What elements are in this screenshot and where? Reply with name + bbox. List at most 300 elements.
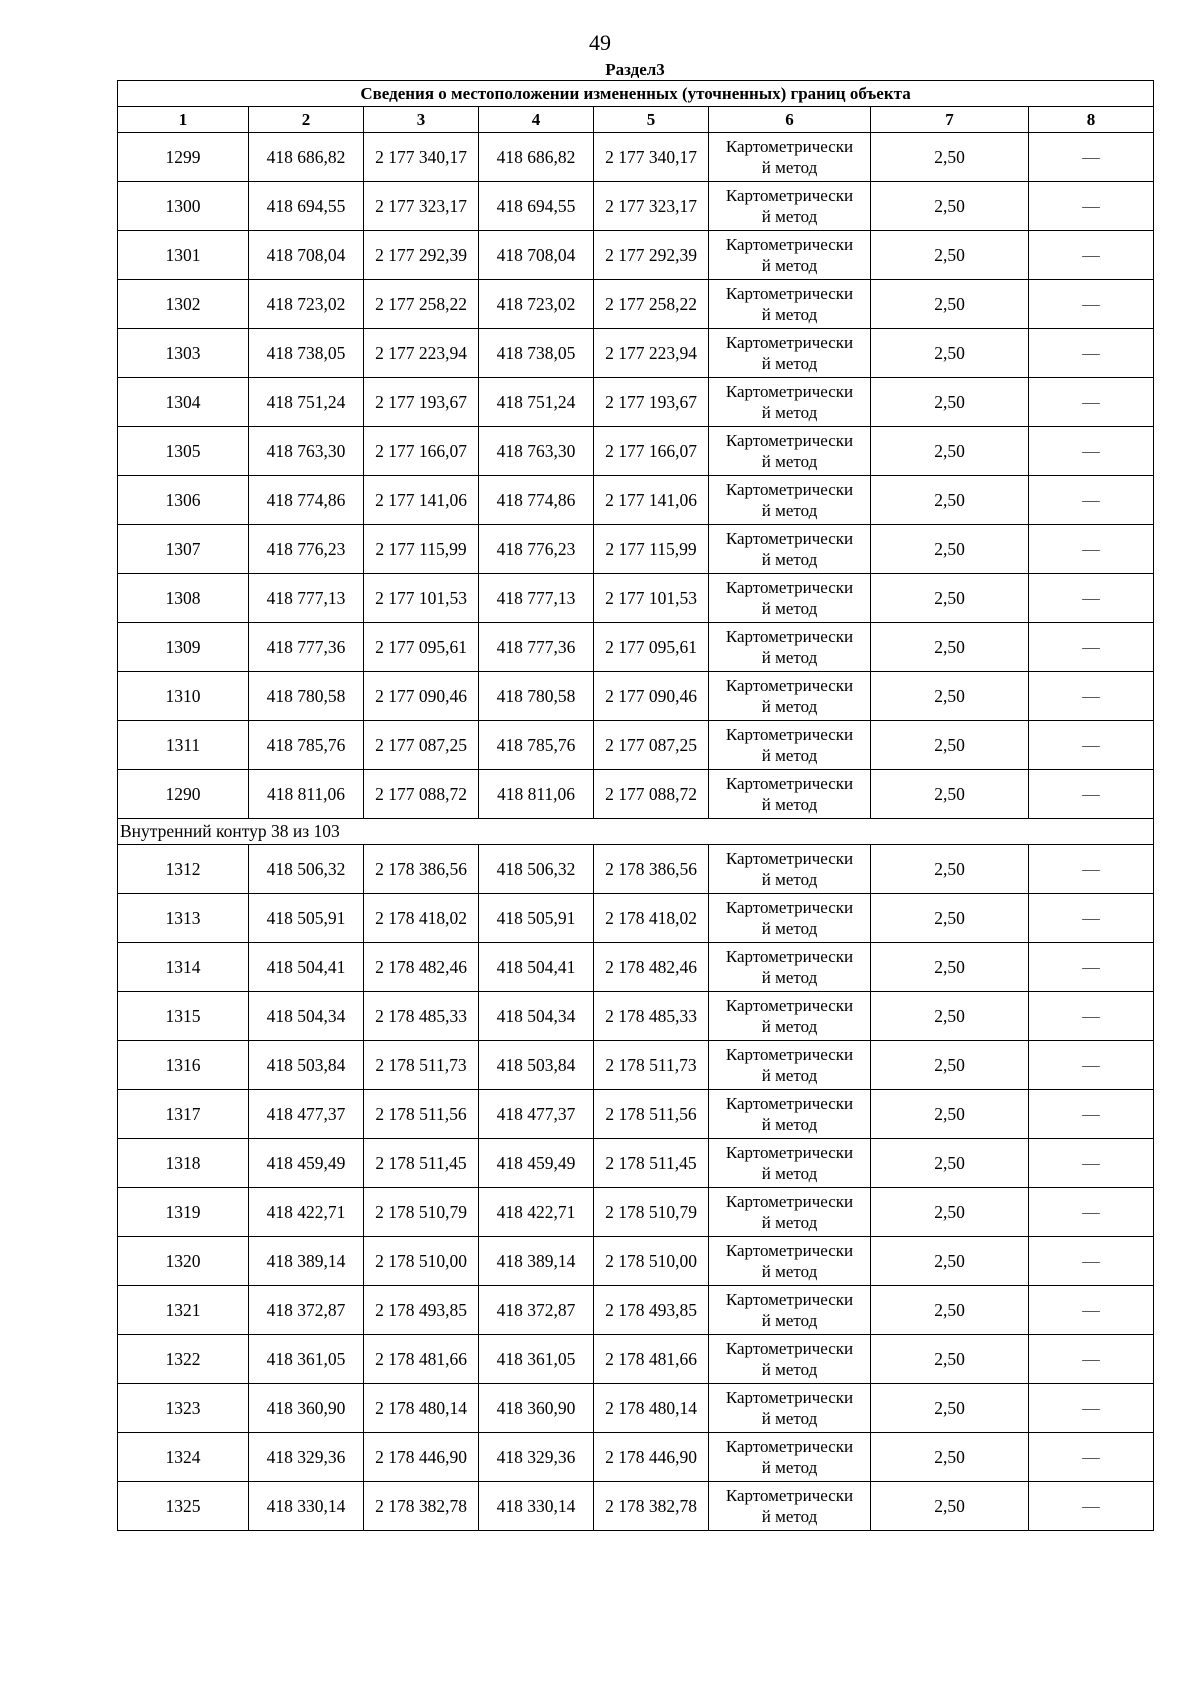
- y-refined-cell: 2 177 292,39: [594, 231, 709, 280]
- table-row: [118, 770, 1154, 819]
- x-existing-cell: 418 506,32: [249, 845, 364, 894]
- description-cell: —: [1029, 329, 1154, 378]
- y-refined-cell: 2 178 510,00: [594, 1237, 709, 1286]
- method-text-line1: Картометрически: [725, 849, 854, 868]
- point-number-cell: 1308: [118, 574, 249, 623]
- table-row: [118, 329, 1154, 378]
- y-refined-cell: 2 177 193,67: [594, 378, 709, 427]
- y-existing-cell: 2 177 223,94: [364, 329, 479, 378]
- point-number-cell: 1319: [118, 1188, 249, 1237]
- point-number-cell: 1305: [118, 427, 249, 476]
- method-text-line2: й метод: [761, 1164, 818, 1183]
- method-text-line2: й метод: [761, 305, 818, 324]
- method-text-line1: Картометрически: [725, 1192, 854, 1211]
- table-row: [118, 476, 1154, 525]
- y-existing-cell: 2 178 446,90: [364, 1433, 479, 1482]
- method-text-line2: й метод: [761, 1458, 818, 1477]
- y-refined-cell: 2 177 095,61: [594, 623, 709, 672]
- method-text-line1: Картометрически: [725, 578, 854, 597]
- method-cell: [709, 1335, 871, 1384]
- x-refined-cell: 418 785,76: [479, 721, 594, 770]
- accuracy-cell: 2,50: [871, 1384, 1029, 1433]
- method-cell: [709, 845, 871, 894]
- y-existing-cell: 2 178 511,56: [364, 1090, 479, 1139]
- table-row: [118, 1237, 1154, 1286]
- x-refined-cell: 418 504,34: [479, 992, 594, 1041]
- method-cell: [709, 329, 871, 378]
- table-row: [118, 574, 1154, 623]
- method-cell: [709, 770, 871, 819]
- x-existing-cell: 418 504,41: [249, 943, 364, 992]
- column-number: 5: [594, 107, 709, 133]
- y-existing-cell: 2 178 481,66: [364, 1335, 479, 1384]
- method-text-line1: Картометрически: [725, 774, 854, 793]
- y-existing-cell: 2 177 166,07: [364, 427, 479, 476]
- column-number: 4: [479, 107, 594, 133]
- y-refined-cell: 2 177 087,25: [594, 721, 709, 770]
- table-row: [118, 1188, 1154, 1237]
- x-existing-cell: 418 763,30: [249, 427, 364, 476]
- method-text-line1: Картометрически: [725, 186, 854, 205]
- method-text-line2: й метод: [761, 795, 818, 814]
- description-cell: —: [1029, 845, 1154, 894]
- x-refined-cell: 418 506,32: [479, 845, 594, 894]
- description-cell: —: [1029, 1237, 1154, 1286]
- y-existing-cell: 2 177 095,61: [364, 623, 479, 672]
- table-row: [118, 1041, 1154, 1090]
- accuracy-cell: 2,50: [871, 1090, 1029, 1139]
- method-text-line2: й метод: [761, 1262, 818, 1281]
- point-number-cell: 1303: [118, 329, 249, 378]
- method-text-line1: Картометрически: [725, 284, 854, 303]
- y-refined-cell: 2 178 382,78: [594, 1482, 709, 1531]
- method-cell: [709, 231, 871, 280]
- x-refined-cell: 418 505,91: [479, 894, 594, 943]
- x-existing-cell: 418 360,90: [249, 1384, 364, 1433]
- method-text-line2: й метод: [761, 870, 818, 889]
- y-existing-cell: 2 178 511,73: [364, 1041, 479, 1090]
- method-cell: [709, 1384, 871, 1433]
- y-existing-cell: 2 178 485,33: [364, 992, 479, 1041]
- method-cell: [709, 1286, 871, 1335]
- y-existing-cell: 2 178 418,02: [364, 894, 479, 943]
- x-refined-cell: 418 389,14: [479, 1237, 594, 1286]
- description-cell: —: [1029, 894, 1154, 943]
- y-existing-cell: 2 177 323,17: [364, 182, 479, 231]
- description-cell: —: [1029, 427, 1154, 476]
- point-number-cell: 1302: [118, 280, 249, 329]
- method-text-line1: Картометрически: [725, 480, 854, 499]
- accuracy-cell: 2,50: [871, 1335, 1029, 1384]
- x-existing-cell: 418 708,04: [249, 231, 364, 280]
- y-refined-cell: 2 177 340,17: [594, 133, 709, 182]
- method-cell: [709, 1237, 871, 1286]
- method-cell: [709, 378, 871, 427]
- y-refined-cell: 2 177 258,22: [594, 280, 709, 329]
- point-number-cell: 1306: [118, 476, 249, 525]
- method-text-line2: й метод: [761, 746, 818, 765]
- point-number-cell: 1304: [118, 378, 249, 427]
- accuracy-cell: 2,50: [871, 845, 1029, 894]
- accuracy-cell: 2,50: [871, 1139, 1029, 1188]
- column-number: 2: [249, 107, 364, 133]
- table-row: [118, 894, 1154, 943]
- table-row: [118, 1286, 1154, 1335]
- table-row: [118, 1139, 1154, 1188]
- point-number-cell: 1314: [118, 943, 249, 992]
- table-row: [118, 1433, 1154, 1482]
- x-existing-cell: 418 389,14: [249, 1237, 364, 1286]
- method-text-line1: Картометрически: [725, 1339, 854, 1358]
- y-refined-cell: 2 178 511,73: [594, 1041, 709, 1090]
- y-refined-cell: 2 177 223,94: [594, 329, 709, 378]
- point-number-cell: 1321: [118, 1286, 249, 1335]
- column-number-row: [118, 107, 1154, 133]
- accuracy-cell: 2,50: [871, 231, 1029, 280]
- method-cell: [709, 894, 871, 943]
- table-row: [118, 1090, 1154, 1139]
- table-row: [118, 1384, 1154, 1433]
- column-number: 8: [1029, 107, 1154, 133]
- y-existing-cell: 2 178 386,56: [364, 845, 479, 894]
- description-cell: —: [1029, 1384, 1154, 1433]
- y-refined-cell: 2 177 101,53: [594, 574, 709, 623]
- x-existing-cell: 418 777,36: [249, 623, 364, 672]
- y-refined-cell: 2 178 511,45: [594, 1139, 709, 1188]
- method-text-line2: й метод: [761, 919, 818, 938]
- y-refined-cell: 2 178 510,79: [594, 1188, 709, 1237]
- accuracy-cell: 2,50: [871, 672, 1029, 721]
- x-refined-cell: 418 459,49: [479, 1139, 594, 1188]
- table-caption: Сведения о местоположении измененных (уточненных) границ объекта: [118, 81, 1154, 107]
- method-text-line1: Картометрически: [725, 1241, 854, 1260]
- y-existing-cell: 2 177 193,67: [364, 378, 479, 427]
- description-cell: —: [1029, 943, 1154, 992]
- table-body: [118, 81, 1154, 1531]
- column-number: 1: [118, 107, 249, 133]
- description-cell: —: [1029, 378, 1154, 427]
- point-number-cell: 1310: [118, 672, 249, 721]
- method-text-line1: Картометрически: [725, 1094, 854, 1113]
- x-existing-cell: 418 503,84: [249, 1041, 364, 1090]
- accuracy-cell: 2,50: [871, 1433, 1029, 1482]
- point-number-cell: 1318: [118, 1139, 249, 1188]
- method-cell: [709, 1139, 871, 1188]
- x-refined-cell: 418 777,13: [479, 574, 594, 623]
- accuracy-cell: 2,50: [871, 378, 1029, 427]
- method-cell: [709, 1482, 871, 1531]
- accuracy-cell: 2,50: [871, 182, 1029, 231]
- method-text-line1: Картометрически: [725, 1437, 854, 1456]
- method-text-line2: й метод: [761, 501, 818, 520]
- coordinates-table: [117, 80, 1154, 1531]
- y-existing-cell: 2 177 090,46: [364, 672, 479, 721]
- y-existing-cell: 2 178 510,00: [364, 1237, 479, 1286]
- y-refined-cell: 2 177 115,99: [594, 525, 709, 574]
- x-existing-cell: 418 505,91: [249, 894, 364, 943]
- x-existing-cell: 418 738,05: [249, 329, 364, 378]
- x-refined-cell: 418 777,36: [479, 623, 594, 672]
- point-number-cell: 1325: [118, 1482, 249, 1531]
- point-number-cell: 1307: [118, 525, 249, 574]
- table-row: [118, 992, 1154, 1041]
- accuracy-cell: 2,50: [871, 623, 1029, 672]
- method-text-line1: Картометрически: [725, 676, 854, 695]
- x-existing-cell: 418 329,36: [249, 1433, 364, 1482]
- point-number-cell: 1311: [118, 721, 249, 770]
- x-refined-cell: 418 708,04: [479, 231, 594, 280]
- description-cell: —: [1029, 231, 1154, 280]
- y-existing-cell: 2 177 340,17: [364, 133, 479, 182]
- method-text-line1: Картометрически: [725, 725, 854, 744]
- table-row: [118, 1335, 1154, 1384]
- description-cell: —: [1029, 992, 1154, 1041]
- method-cell: [709, 1090, 871, 1139]
- method-text-line1: Картометрически: [725, 1143, 854, 1162]
- method-text-line2: й метод: [761, 1017, 818, 1036]
- x-refined-cell: 418 422,71: [479, 1188, 594, 1237]
- method-cell: [709, 476, 871, 525]
- y-refined-cell: 2 178 482,46: [594, 943, 709, 992]
- method-text-line1: Картометрически: [725, 1045, 854, 1064]
- method-text-line1: Картометрически: [725, 529, 854, 548]
- method-cell: [709, 525, 871, 574]
- accuracy-cell: 2,50: [871, 1188, 1029, 1237]
- y-refined-cell: 2 177 090,46: [594, 672, 709, 721]
- y-refined-cell: 2 177 141,06: [594, 476, 709, 525]
- method-cell: [709, 574, 871, 623]
- method-cell: [709, 1433, 871, 1482]
- y-refined-cell: 2 178 386,56: [594, 845, 709, 894]
- method-cell: [709, 623, 871, 672]
- method-text-line2: й метод: [761, 1409, 818, 1428]
- method-cell: [709, 1188, 871, 1237]
- accuracy-cell: 2,50: [871, 525, 1029, 574]
- method-text-line2: й метод: [761, 1360, 818, 1379]
- x-refined-cell: 418 723,02: [479, 280, 594, 329]
- method-cell: [709, 943, 871, 992]
- y-refined-cell: 2 178 485,33: [594, 992, 709, 1041]
- x-existing-cell: 418 777,13: [249, 574, 364, 623]
- point-number-cell: 1300: [118, 182, 249, 231]
- accuracy-cell: 2,50: [871, 1237, 1029, 1286]
- y-existing-cell: 2 177 088,72: [364, 770, 479, 819]
- method-text-line1: Картометрически: [725, 1388, 854, 1407]
- method-text-line2: й метод: [761, 599, 818, 618]
- y-existing-cell: 2 177 258,22: [364, 280, 479, 329]
- method-text-line1: Картометрически: [725, 1290, 854, 1309]
- x-refined-cell: 418 360,90: [479, 1384, 594, 1433]
- x-refined-cell: 418 763,30: [479, 427, 594, 476]
- method-text-line2: й метод: [761, 550, 818, 569]
- y-refined-cell: 2 177 323,17: [594, 182, 709, 231]
- x-refined-cell: 418 751,24: [479, 378, 594, 427]
- method-text-line2: й метод: [761, 256, 818, 275]
- x-refined-cell: 418 738,05: [479, 329, 594, 378]
- x-existing-cell: 418 774,86: [249, 476, 364, 525]
- y-existing-cell: 2 178 510,79: [364, 1188, 479, 1237]
- description-cell: —: [1029, 280, 1154, 329]
- method-cell: [709, 427, 871, 476]
- x-refined-cell: 418 694,55: [479, 182, 594, 231]
- accuracy-cell: 2,50: [871, 721, 1029, 770]
- page-number: 49: [589, 30, 611, 55]
- table-row: [118, 623, 1154, 672]
- description-cell: —: [1029, 623, 1154, 672]
- description-cell: —: [1029, 770, 1154, 819]
- point-number-cell: 1313: [118, 894, 249, 943]
- y-existing-cell: 2 177 101,53: [364, 574, 479, 623]
- table-row: [118, 943, 1154, 992]
- accuracy-cell: 2,50: [871, 574, 1029, 623]
- method-text-line1: Картометрически: [725, 898, 854, 917]
- method-cell: [709, 280, 871, 329]
- method-text-line2: й метод: [761, 1115, 818, 1134]
- table-row: [118, 133, 1154, 182]
- description-cell: —: [1029, 525, 1154, 574]
- method-text-line2: й метод: [761, 648, 818, 667]
- accuracy-cell: 2,50: [871, 1286, 1029, 1335]
- point-number-cell: 1309: [118, 623, 249, 672]
- table-row: [118, 721, 1154, 770]
- x-existing-cell: 418 686,82: [249, 133, 364, 182]
- description-cell: —: [1029, 182, 1154, 231]
- description-cell: —: [1029, 574, 1154, 623]
- accuracy-cell: 2,50: [871, 1482, 1029, 1531]
- point-number-cell: 1301: [118, 231, 249, 280]
- x-refined-cell: 418 504,41: [479, 943, 594, 992]
- x-existing-cell: 418 776,23: [249, 525, 364, 574]
- description-cell: —: [1029, 1139, 1154, 1188]
- description-cell: —: [1029, 1335, 1154, 1384]
- method-text-line2: й метод: [761, 697, 818, 716]
- y-refined-cell: 2 178 493,85: [594, 1286, 709, 1335]
- x-existing-cell: 418 785,76: [249, 721, 364, 770]
- method-text-line2: й метод: [761, 207, 818, 226]
- accuracy-cell: 2,50: [871, 770, 1029, 819]
- x-refined-cell: 418 477,37: [479, 1090, 594, 1139]
- y-refined-cell: 2 177 166,07: [594, 427, 709, 476]
- y-existing-cell: 2 178 482,46: [364, 943, 479, 992]
- accuracy-cell: 2,50: [871, 894, 1029, 943]
- method-text-line1: Картометрически: [725, 137, 854, 156]
- x-existing-cell: 418 361,05: [249, 1335, 364, 1384]
- x-existing-cell: 418 723,02: [249, 280, 364, 329]
- table-row: [118, 525, 1154, 574]
- point-number-cell: 1323: [118, 1384, 249, 1433]
- x-existing-cell: 418 459,49: [249, 1139, 364, 1188]
- y-existing-cell: 2 177 087,25: [364, 721, 479, 770]
- table-row: [118, 280, 1154, 329]
- method-text-line2: й метод: [761, 1066, 818, 1085]
- y-existing-cell: 2 178 493,85: [364, 1286, 479, 1335]
- y-refined-cell: 2 178 446,90: [594, 1433, 709, 1482]
- y-existing-cell: 2 178 382,78: [364, 1482, 479, 1531]
- method-text-line2: й метод: [761, 158, 818, 177]
- method-text-line1: Картометрически: [725, 627, 854, 646]
- method-text-line1: Картометрически: [725, 382, 854, 401]
- table-row: [118, 378, 1154, 427]
- method-text-line2: й метод: [761, 403, 818, 422]
- method-text-line1: Картометрически: [725, 1486, 854, 1505]
- y-existing-cell: 2 178 511,45: [364, 1139, 479, 1188]
- method-cell: [709, 721, 871, 770]
- accuracy-cell: 2,50: [871, 427, 1029, 476]
- point-number-cell: 1290: [118, 770, 249, 819]
- description-cell: —: [1029, 133, 1154, 182]
- method-text-line2: й метод: [761, 1213, 818, 1232]
- table-row: [118, 231, 1154, 280]
- y-refined-cell: 2 178 481,66: [594, 1335, 709, 1384]
- accuracy-cell: 2,50: [871, 133, 1029, 182]
- method-cell: [709, 992, 871, 1041]
- x-refined-cell: 418 780,58: [479, 672, 594, 721]
- x-refined-cell: 418 774,86: [479, 476, 594, 525]
- table-row: [118, 845, 1154, 894]
- description-cell: —: [1029, 1482, 1154, 1531]
- point-number-cell: 1324: [118, 1433, 249, 1482]
- accuracy-cell: 2,50: [871, 329, 1029, 378]
- x-existing-cell: 418 330,14: [249, 1482, 364, 1531]
- point-number-cell: 1312: [118, 845, 249, 894]
- table-caption-row: [118, 81, 1154, 107]
- description-cell: —: [1029, 1041, 1154, 1090]
- description-cell: —: [1029, 1090, 1154, 1139]
- description-cell: —: [1029, 672, 1154, 721]
- contour-label: Внутренний контур 38 из 103: [118, 819, 1154, 845]
- column-number: 6: [709, 107, 871, 133]
- column-number: 3: [364, 107, 479, 133]
- x-refined-cell: 418 361,05: [479, 1335, 594, 1384]
- y-existing-cell: 2 177 292,39: [364, 231, 479, 280]
- accuracy-cell: 2,50: [871, 943, 1029, 992]
- y-refined-cell: 2 178 418,02: [594, 894, 709, 943]
- x-existing-cell: 418 694,55: [249, 182, 364, 231]
- method-cell: [709, 133, 871, 182]
- method-text-line2: й метод: [761, 1311, 818, 1330]
- description-cell: —: [1029, 721, 1154, 770]
- description-cell: —: [1029, 1433, 1154, 1482]
- point-number-cell: 1315: [118, 992, 249, 1041]
- y-existing-cell: 2 178 480,14: [364, 1384, 479, 1433]
- accuracy-cell: 2,50: [871, 280, 1029, 329]
- description-cell: —: [1029, 1286, 1154, 1335]
- method-text-line2: й метод: [761, 968, 818, 987]
- method-text-line1: Картометрически: [725, 333, 854, 352]
- method-text-line2: й метод: [761, 354, 818, 373]
- x-existing-cell: 418 504,34: [249, 992, 364, 1041]
- x-refined-cell: 418 372,87: [479, 1286, 594, 1335]
- point-number-cell: 1317: [118, 1090, 249, 1139]
- point-number-cell: 1320: [118, 1237, 249, 1286]
- table-row: [118, 182, 1154, 231]
- x-refined-cell: 418 330,14: [479, 1482, 594, 1531]
- x-existing-cell: 418 751,24: [249, 378, 364, 427]
- method-text-line2: й метод: [761, 1507, 818, 1526]
- method-cell: [709, 182, 871, 231]
- table-row: [118, 427, 1154, 476]
- method-cell: [709, 672, 871, 721]
- y-existing-cell: 2 177 115,99: [364, 525, 479, 574]
- description-cell: —: [1029, 476, 1154, 525]
- point-number-cell: 1316: [118, 1041, 249, 1090]
- y-refined-cell: 2 177 088,72: [594, 770, 709, 819]
- x-existing-cell: 418 372,87: [249, 1286, 364, 1335]
- y-refined-cell: 2 178 511,56: [594, 1090, 709, 1139]
- x-refined-cell: 418 811,06: [479, 770, 594, 819]
- section-title: Раздел3: [605, 60, 665, 79]
- method-text-line1: Картометрически: [725, 947, 854, 966]
